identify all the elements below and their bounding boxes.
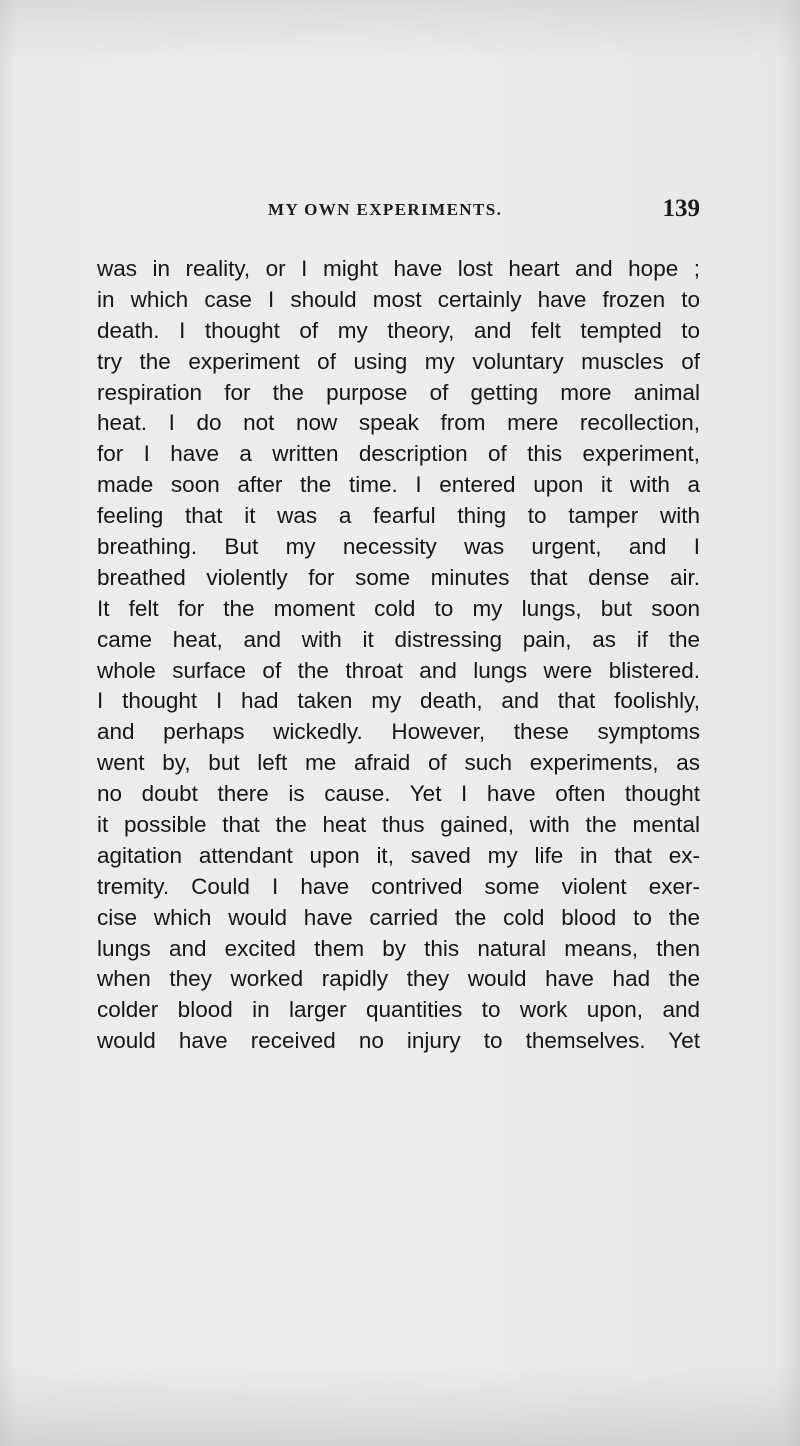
scan-shadow-bottom: [0, 1366, 800, 1446]
text-line: breathed violently for some minutes that dense air.: [97, 564, 700, 590]
text-line: came heat, and with it distressing pain, as if the: [97, 626, 700, 652]
text-line: cise which would have carried the cold blood to the: [97, 904, 700, 930]
text-line: went by, but left me afraid of such experiments, as: [97, 750, 700, 776]
body-paragraph: [97, 254, 700, 1057]
text-line: in which case I should most certainly have frozen to: [97, 286, 700, 312]
scan-shadow-top: [0, 0, 800, 60]
text-line: and perhaps wickedly. However, these symptoms: [97, 719, 700, 745]
page-number: 139: [662, 195, 700, 222]
text-line: would have received no injury to themselves. Yet: [97, 1028, 700, 1054]
text-line: it possible that the heat thus gained, with the mental: [97, 812, 700, 838]
text-line: breathing. But my necessity was urgent, and I: [97, 534, 700, 560]
text-line: lungs and excited them by this natural means, then: [97, 935, 700, 961]
text-line: colder blood in larger quantities to work upon, and: [97, 997, 700, 1023]
text-line: made soon after the time. I entered upon it with a: [97, 472, 700, 498]
text-line: death. I thought of my theory, and felt tempted to: [97, 317, 700, 343]
running-head: [100, 195, 700, 232]
text-line: agitation attendant upon it, saved my life in that ex-: [97, 842, 700, 868]
text-line: feeling that it was a fearful thing to tamper with: [97, 503, 700, 529]
text-line: no doubt there is cause. Yet I have often thought: [97, 781, 700, 807]
text-line: tremity. Could I have contrived some violent exer-: [97, 873, 700, 899]
text-line: It felt for the moment cold to my lungs, but soon: [97, 595, 700, 621]
text-line: heat. I do not now speak from mere recollection,: [97, 410, 700, 436]
text-line: respiration for the purpose of getting more animal: [97, 379, 700, 405]
text-line: try the experiment of using my voluntary muscles of: [97, 348, 700, 374]
text-line: I thought I had taken my death, and that foolishly,: [97, 688, 700, 714]
text-line: for I have a written description of this experiment,: [97, 441, 700, 467]
running-title: MY OWN EXPERIMENTS.: [268, 200, 503, 219]
text-line: was in reality, or I might have lost heart and hope ;: [97, 256, 700, 281]
text-line: when they worked rapidly they would have had the: [97, 966, 700, 992]
text-line: whole surface of the throat and lungs were blistered.: [97, 657, 700, 683]
